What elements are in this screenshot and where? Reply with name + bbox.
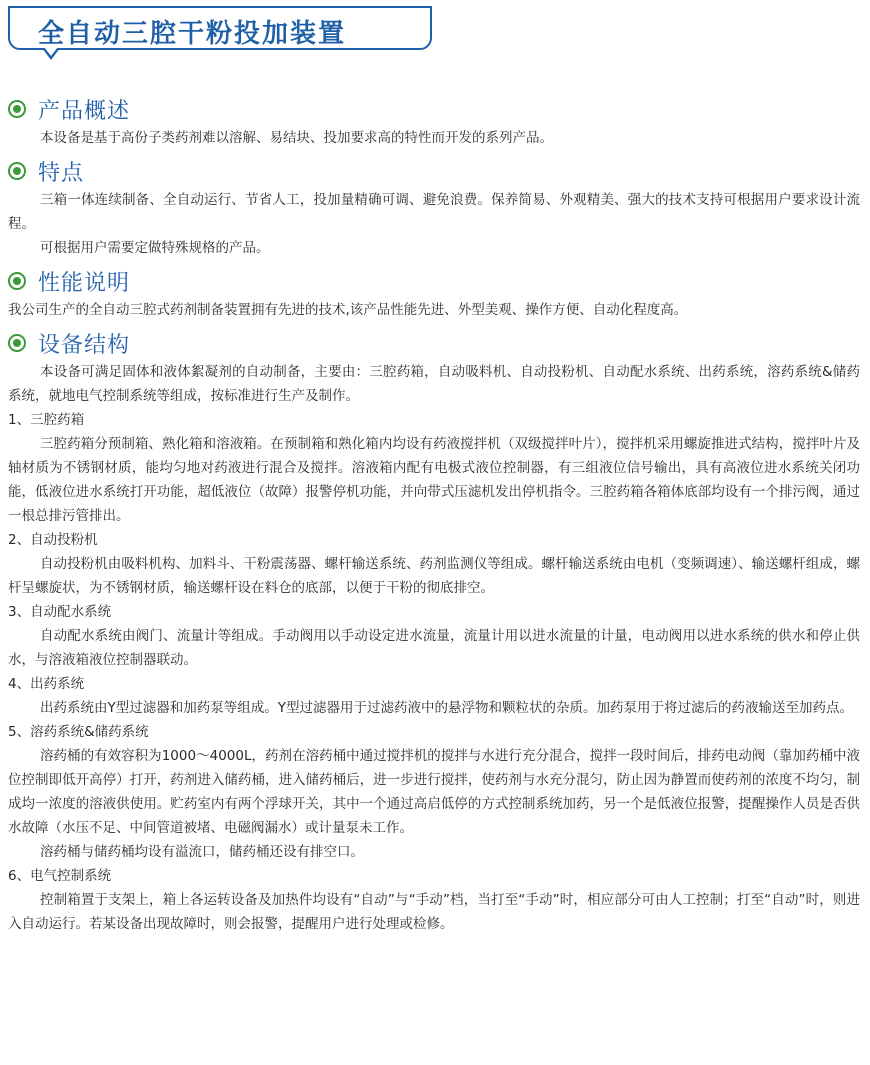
structure-item-paragraph: 溶药桶与储药桶均设有溢流口，储药桶还设有排空口。: [40, 844, 364, 860]
performance-paragraph: 我公司生产的全自动三腔式药剂制备装置拥有先进的技术,该产品性能先进、外型美观、操作方便、自动化程度高。: [8, 302, 688, 318]
double-circle-bullet-icon: [8, 334, 26, 352]
title-banner: [8, 6, 432, 50]
structure-item-paragraph: 控制箱置于支架上，箱上各运转设备及加热件均设有“自动”与“手动”档，当打至“手动”时，相应部分可由人工控制；打至“自动”时，则进入自动运行。若某设备出现故障时，则会报警，提醒用户进行处理或检修。: [8, 892, 860, 932]
features-paragraph-1: 三箱一体连续制备、全自动运行、节省人工，投加量精确可调、避免浪费。保养简易、外观精美、强大的技术支持可根据用户要求设计流程。: [8, 192, 860, 232]
features-paragraph-2: 可根据用户需要定做特殊规格的产品。: [40, 240, 270, 256]
section-features-heading: [8, 154, 860, 188]
section-structure-heading: [8, 326, 860, 360]
structure-item-paragraph: 溶药桶的有效容积为1000～4000L，药剂在溶药桶中通过搅拌机的搅拌与水进行充分混合，搅拌一段时间后，排药电动阀（靠加药桶中液位控制即低开高停）打开，药剂进入储药桶，进入储药桶后，进一步进行搅拌，使药剂与水充分混匀，防止因为静置而使药剂的浓度不均匀，制成均一浓度的溶液供使用。贮药室内有两个浮球开关，其中一个通过高启低停的方式控制系统加药，另一个是低液位报警，提醒操作人员是否供水故障（水压不足、中间管道被堵、电磁阀漏水）或计量泵未工作。: [8, 748, 860, 836]
section-title: 特点: [38, 160, 85, 186]
section-title: 设备结构: [38, 332, 131, 358]
structure-item-heading: 6、电气控制系统: [8, 868, 112, 884]
structure-item-paragraph: 出药系统由Y型过滤器和加药泵等组成。Y型过滤器用于过滤药液中的悬浮物和颗粒状的杂质。加药泵用于将过滤后的药液输送至加药点。: [40, 700, 853, 716]
structure-intro-paragraph: 本设备可满足固体和液体絮凝剂的自动制备，主要由：三腔药箱，自动吸料机、自动投粉机、自动配水系统、出药系统，溶药系统&储药系统，就地电气控制系统等组成，按标准进行生产及制作。: [8, 364, 860, 404]
structure-item-heading: 3、自动配水系统: [8, 604, 112, 620]
section-performance-heading: [8, 264, 860, 298]
structure-item-heading: 5、溶药系统&储药系统: [8, 724, 149, 740]
document-body: [8, 92, 860, 936]
overview-paragraph: 本设备是基于高份子类药剂难以溶解、易结块、投加要求高的特性而开发的系列产品。: [40, 130, 553, 146]
double-circle-bullet-icon: [8, 272, 26, 290]
structure-item-heading: 4、出药系统: [8, 676, 85, 692]
structure-item-paragraph: 自动配水系统由阀门、流量计等组成。手动阀用以手动设定进水流量，流量计用以进水流量的计量，电动阀用以进水系统的供水和停止供水，与溶液箱液位控制器联动。: [8, 628, 860, 668]
section-title: 产品概述: [38, 98, 131, 124]
section-title: 性能说明: [38, 270, 131, 296]
double-circle-bullet-icon: [8, 100, 26, 118]
structure-item-paragraph: 自动投粉机由吸料机构、加料斗、干粉震荡器、螺杆输送系统、药剂监测仪等组成。螺杆输送系统由电机（变频调速）、输送螺杆组成，螺杆呈螺旋状，为不锈钢材质，输送螺杆设在料仓的底部，以便于干粉的彻底排空。: [8, 556, 860, 596]
double-circle-bullet-icon: [8, 162, 26, 180]
structure-item-heading: 1、三腔药箱: [8, 412, 85, 428]
structure-item-paragraph: 三腔药箱分预制箱、熟化箱和溶液箱。在预制箱和熟化箱内均设有药液搅拌机（双级搅拌叶片），搅拌机采用螺旋推进式结构，搅拌叶片及轴材质为不锈钢材质，能均匀地对药液进行混合及搅拌。溶液箱内配有电极式液位控制器，有三组液位信号输出，具有高液位进水系统关闭功能，低液位进水系统打开功能，超低液位（故障）报警停机功能，并向带式压滤机发出停机指令。三腔药箱各箱体底部均设有一个排污阀，通过一根总排污管排出。: [8, 436, 860, 524]
section-overview-heading: [8, 92, 860, 126]
page-title: 全自动三腔干粉投加装置: [38, 19, 347, 49]
structure-item-heading: 2、自动投粉机: [8, 532, 98, 548]
